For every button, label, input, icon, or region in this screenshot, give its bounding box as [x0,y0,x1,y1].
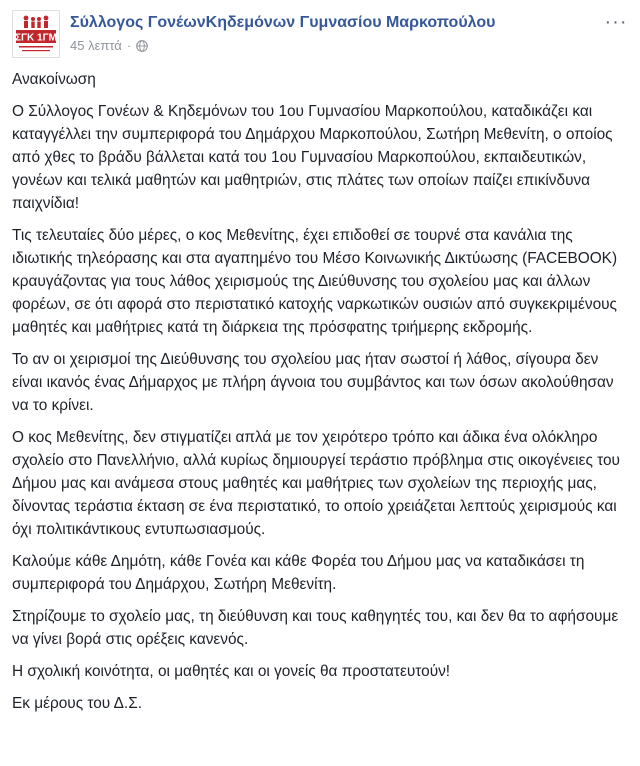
page-avatar[interactable] [12,10,60,58]
post-paragraph: Το αν οι χειρισμοί της Διεύθυνσης του σχολείου μας ήταν σωστοί ή λάθος, σίγουρα δεν είναι ικανός ένας Δήμαρχος με πλήρη άγνοια του συμβάντος και των όσων ακολούθησαν να το κρίνει. [12,351,614,414]
post-meta [70,38,148,53]
post-paragraph: Ο Σύλλογος Γονέων & Κηδεμόνων του 1ου Γυμνασίου Μαρκοπούλου, καταδικάζει και καταγγέλλει την συμπεριφορά του Δημάρχου Μαρκοπούλου, Σωτήρη Μεθενίτη, ο οποίος από χθες το βράδυ βάλλεται κατά του 1ου Γυμνασίου Μαρκοπούλου, εκπαιδευτικών, γονέων και τελικά μαθητών και μαθητριών, στις πλάτες των οποίων παίζει επικίνδυνα παιχνίδια! [12,103,613,212]
association-logo [13,11,59,57]
post-paragraph: Ο κος Μεθενίτης, δεν στιγματίζει απλά με τον χειρότερο τρόπο και άδικα ένα ολόκληρο σχολείο στο Πανελλήνιο, αλλά κυρίως δημιουργεί τεράστιο πρόβλημα στις οικογένειες του Δήμου μας και ανάμεσα στους μαθητές και μαθήτριες των σχολείων της περιοχής μας, δίνοντας τεράστια έκταση σε ένα περιστατικό, το οποίο χρειάζεται λεπτούς χειρισμούς και όχι πολιτικάντικους εντυπωσιασμούς. [12,429,620,538]
ellipsis-icon[interactable]: ··· [604,10,628,33]
logo-text: ΣΓΚ 1ΓΜ [15,32,57,44]
post-message [12,68,628,724]
page-name-link[interactable]: Σύλλογος ΓονέωνΚηδεμόνων Γυμνασίου Μαρκοπούλου [70,14,496,31]
post-timestamp[interactable]: 45 λεπτά [70,38,122,53]
post-paragraph: Στηρίζουμε το σχολείο μας, τη διεύθυνση και τους καθηγητές του, και δεν θα το αφήσουμε να γίνει βορά στις ορέξεις κανενός. [12,608,619,648]
post-paragraph: Τις τελευταίες δύο μέρες, ο κος Μεθενίτης, έχει επιδοθεί σε τουρνέ στα κανάλια της ιδιωτικής τηλεόρασης και στα αγαπημένο του Μέσο Κοινωνικής Δικτύωσης (FACEBOOK) κραυγάζοντας για τους λάθος χειρισμούς της Διεύθυνσης του σχολείου μας και άλλων φορέων, σε ότι αφορά στο περιστατικό κατοχής ναρκωτικών ουσιών από συγκεκριμένους μαθητές και μαθήτριες κατά τη διάρκεια της πρόσφατης τριήμερης εκδρομής. [12,227,618,336]
post-signature: Εκ μέρους του Δ.Σ. [12,695,143,712]
globe-icon [136,40,148,52]
meta-separator: · [126,38,132,53]
post-paragraph: Καλούμε κάθε Δημότη, κάθε Γονέα και κάθε Φορέα του Δήμου μας να καταδικάσει τη συμπεριφορά του Δημάρχου, Σωτήρη Μεθενίτη. [12,553,585,593]
post-paragraph-title: Ανακοίνωση [12,71,96,88]
post-header [12,10,628,58]
post-paragraph: Η σχολική κοινότητα, οι μαθητές και οι γονείς θα προστατευτούν! [12,663,451,680]
